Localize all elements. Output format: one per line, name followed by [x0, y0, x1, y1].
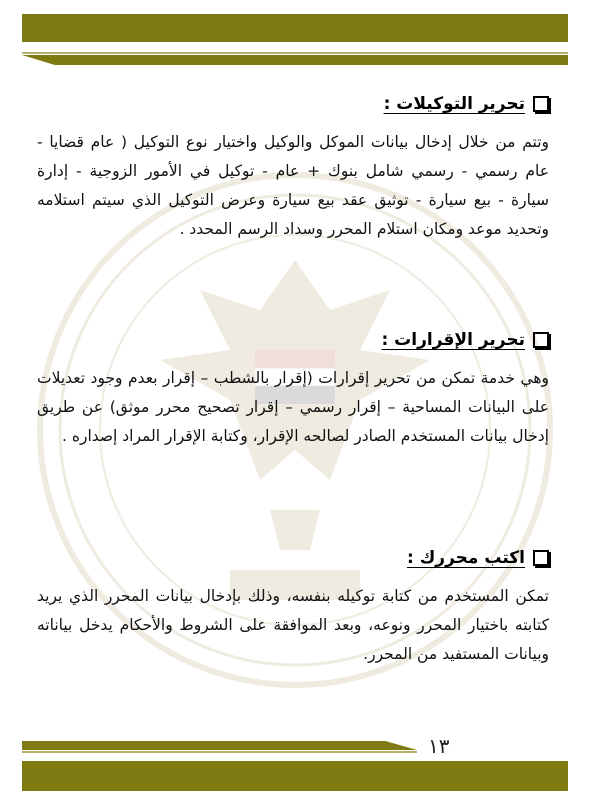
footer-strip	[22, 741, 417, 750]
section-write-your-document	[37, 548, 549, 669]
section-powers-of-attorney	[37, 94, 549, 244]
footer-line	[22, 751, 417, 753]
section-title: اكتب محررك :	[406, 548, 525, 568]
header-strip	[22, 55, 568, 65]
footer-bar	[22, 761, 568, 791]
section-body: وهي خدمة تمكن من تحرير إقرارات (إقرار بالشطب – إقرار بعدم وجود تعديلات على البيانات المساحية – إقرار رسمي – إقرار تصحيح محرر موثق) عن طريق إدخال بيانات المستخدم الصادر لصالحه الإقرار، وكتابة الإقرار المراد إصداره .	[37, 369, 549, 445]
section-heading	[37, 330, 549, 350]
section-title: تحرير التوكيلات :	[383, 94, 525, 114]
header-line	[22, 52, 568, 54]
header-bar	[22, 14, 568, 42]
checkbox-bullet-icon	[533, 332, 549, 348]
section-heading	[37, 94, 549, 114]
checkbox-bullet-icon	[533, 96, 549, 112]
section-body: وتتم من خلال إدخال بيانات الموكل والوكيل واختيار نوع التوكيل ( عام قضايا - عام رسمي - رسمي شامل بنوك + عام - توكيل في الأمور الزوجية - إدارة سيارة - بيع سيارة - توثيق عقد بيع سيارة وعرض التوكيل الذي سيتم استلامه وتحديد موعد ومكان استلام المحرر وسداد الرسم المحدد .	[37, 133, 549, 238]
section-declarations	[37, 330, 549, 451]
page-number: ١٣	[428, 734, 450, 758]
checkbox-bullet-icon	[533, 550, 549, 566]
section-heading	[37, 548, 549, 568]
section-body: تمكن المستخدم من كتابة توكيله بنفسه، وذلك بإدخال بيانات المحرر الذي يريد كتابته باختيار المحرر ونوعه، وبعد الموافقة على الشروط والأحكام يدخل بياناته وبيانات المستفيد من المحرر.	[37, 587, 549, 663]
section-title: تحرير الإقرارات :	[381, 330, 525, 350]
